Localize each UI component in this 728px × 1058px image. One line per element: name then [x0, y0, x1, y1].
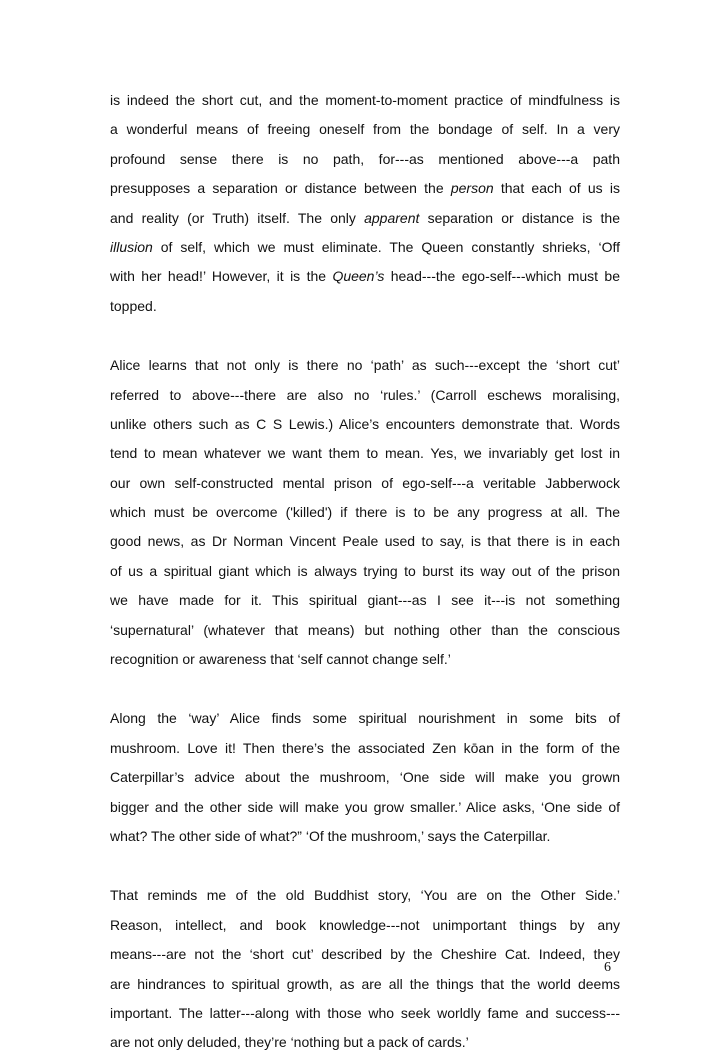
- text-line: [110, 351, 620, 380]
- text-line: [110, 86, 620, 115]
- paragraph-spacer: [110, 851, 620, 881]
- text-run: ‘supernatural’ (whatever that means) but nothing other than the conscious: [110, 621, 620, 638]
- text-line: [110, 557, 620, 586]
- text-line: [110, 1028, 620, 1057]
- text-run: are not only deluded, they’re ‘nothing but a pack of cards.’: [110, 1034, 469, 1051]
- text-line: [110, 999, 620, 1028]
- text-run: good news, as Dr Norman Vincent Peale used to say, is that there is in each: [110, 533, 620, 550]
- text-line: [110, 970, 620, 999]
- text-run: means---are not the ‘short cut’ described by the Cheshire Cat. Indeed, they: [110, 946, 620, 963]
- text-run: Reason, intellect, and book knowledge---not unimportant things by any: [110, 916, 620, 933]
- text-run: bigger and the other side will make you grow smaller.’ Alice asks, ‘One side of: [110, 798, 620, 815]
- text-run: with her head!’ However, it is the: [110, 268, 333, 285]
- text-line: [110, 174, 620, 203]
- text-line: [110, 527, 620, 556]
- paragraph: [110, 704, 620, 851]
- text-run: our own self-constructed mental prison of ego-self---a veritable Jabberwock: [110, 474, 620, 491]
- text-line: [110, 469, 620, 498]
- text-line: [110, 881, 620, 910]
- text-line: [110, 262, 620, 291]
- paragraph-spacer: [110, 321, 620, 351]
- italic-text: illusion: [110, 238, 153, 255]
- text-run: That reminds me of the old Buddhist story, ‘You are on the Other Side.’: [110, 887, 620, 904]
- text-run: of us a spiritual giant which is always trying to burst its way out of the prison: [110, 562, 620, 579]
- text-line: [110, 822, 620, 851]
- text-run: Alice learns that not only is there no ‘path’ as such---except the ‘short cut’: [110, 357, 620, 374]
- italic-text: apparent: [364, 209, 420, 226]
- text-run: recognition or awareness that ‘self cannot change self.’: [110, 651, 451, 668]
- text-line: [110, 704, 620, 733]
- text-line: [110, 793, 620, 822]
- italic-text: Queen’s: [332, 268, 385, 285]
- text-line: [110, 292, 620, 321]
- text-line: [110, 439, 620, 468]
- text-line: [110, 115, 620, 144]
- text-line: [110, 616, 620, 645]
- italic-text: person: [450, 180, 494, 197]
- text-line: [110, 940, 620, 969]
- body-text: [110, 86, 620, 1058]
- text-run: is indeed the short cut, and the moment-to-moment practice of mindfulness is: [110, 92, 620, 108]
- text-run: a wonderful means of freeing oneself from the bondage of self. In a very: [110, 121, 620, 138]
- text-run: referred to above---there are also no ‘rules.’ (Carroll eschews moralising,: [110, 386, 620, 403]
- text-run: tend to mean whatever we want them to mean. Yes, we invariably get lost in: [110, 445, 620, 462]
- text-run: and reality (or Truth) itself. The only: [110, 209, 365, 226]
- text-line: [110, 204, 620, 233]
- text-run: which must be overcome ('killed') if there is to be any progress at all. The: [110, 504, 620, 521]
- text-run: separation or distance is the: [419, 209, 620, 226]
- text-run: head---the ego-self---which must be: [384, 268, 620, 285]
- text-line: [110, 734, 620, 763]
- text-line: [110, 145, 620, 174]
- text-run: of self, which we must eliminate. The Queen constantly shrieks, ‘Off: [152, 238, 620, 255]
- paragraph: [110, 351, 620, 674]
- paragraph: [110, 86, 620, 321]
- text-run: are hindrances to spiritual growth, as are all the things that the world deems: [110, 975, 620, 992]
- text-run: unlike others such as C S Lewis.) Alice’s encounters demonstrate that. Words: [110, 415, 620, 432]
- text-run: presupposes a separation or distance between the: [110, 180, 451, 197]
- text-run: Caterpillar’s advice about the mushroom, ‘One side will make you grown: [110, 769, 620, 786]
- text-run: what? The other side of what?” ‘Of the mushroom,’ says the Caterpillar.: [110, 827, 551, 844]
- text-run: profound sense there is no path, for---as mentioned above---a path: [110, 150, 620, 167]
- paragraph-spacer: [110, 674, 620, 704]
- text-line: [110, 410, 620, 439]
- text-line: [110, 911, 620, 940]
- page-number: 6: [604, 960, 611, 975]
- text-line: [110, 586, 620, 615]
- text-run: that each of us is: [493, 180, 620, 197]
- text-run: important. The latter---along with those who seek worldly fame and success---: [110, 1004, 620, 1021]
- text-run: mushroom. Love it! Then there’s the associated Zen kōan in the form of the: [110, 739, 620, 756]
- text-line: [110, 645, 620, 674]
- text-line: [110, 763, 620, 792]
- text-line: [110, 381, 620, 410]
- text-line: [110, 233, 620, 262]
- text-line: [110, 498, 620, 527]
- paragraph: [110, 881, 620, 1057]
- text-run: Along the ‘way’ Alice finds some spiritual nourishment in some bits of: [110, 710, 620, 727]
- text-run: topped.: [110, 297, 157, 314]
- text-run: we have made for it. This spiritual giant---as I see it---is not something: [110, 592, 620, 609]
